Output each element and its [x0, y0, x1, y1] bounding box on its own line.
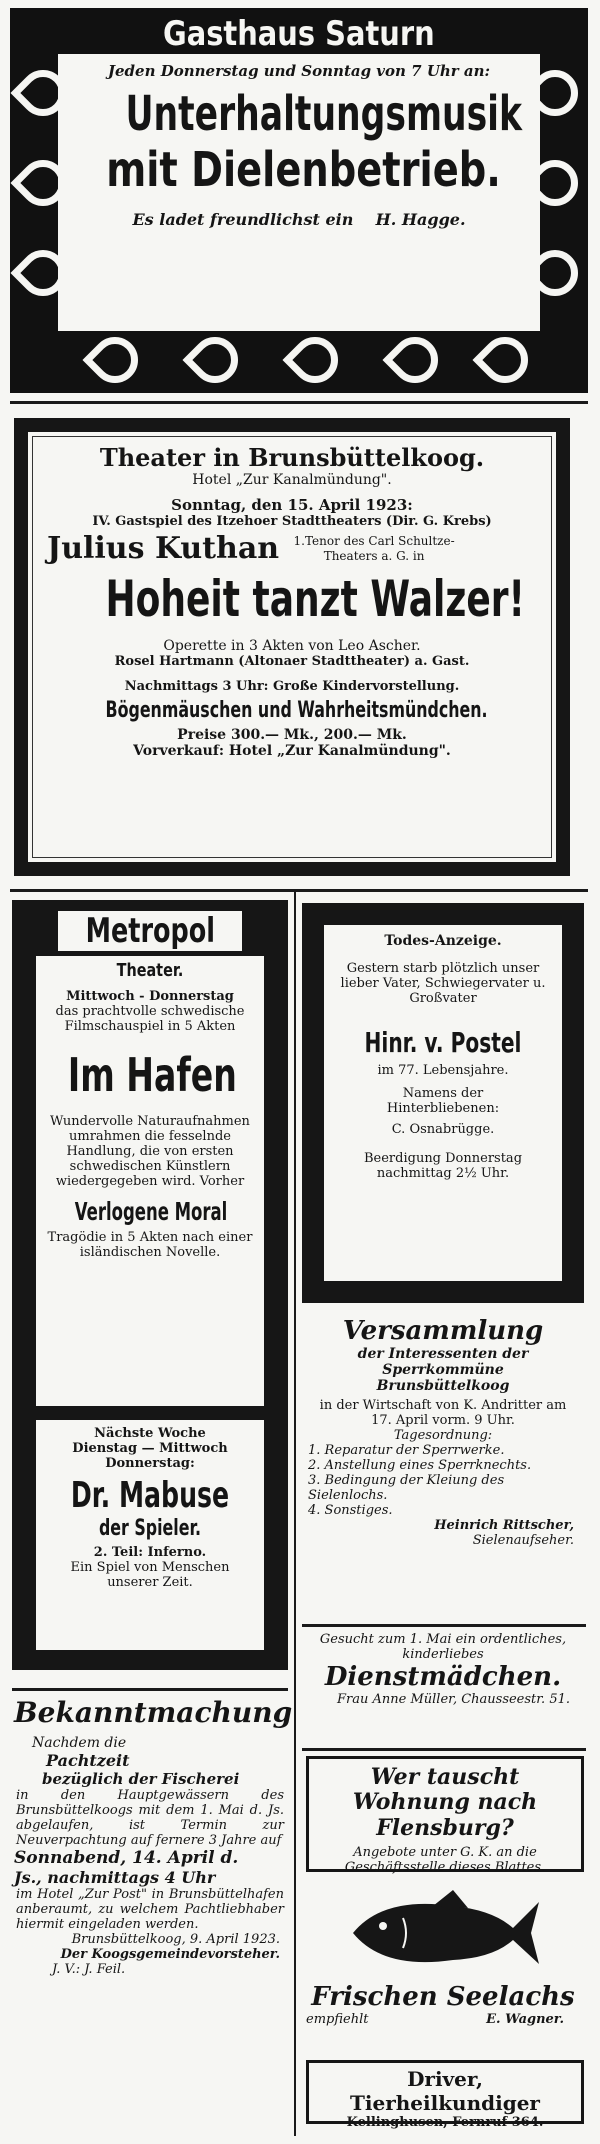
agenda-item: 4. Sonstiges. [308, 1503, 393, 1518]
theater-presale: Vorverkauf: Hotel „Zur Kanalmündung". [133, 743, 451, 759]
driver-ad [306, 2060, 584, 2130]
todes-heading: Todes-Anzeige. [384, 933, 502, 949]
bekannt-subject: bezüglich der Fischerei [42, 1770, 240, 1788]
saturn-invite: Es ladet freundlichst ein [132, 210, 354, 229]
todes-burial: Beerdigung Donnerstag nachmittag 2½ Uhr. [363, 1151, 523, 1181]
versammlung-signer: Heinrich Rittscher, [434, 1518, 574, 1533]
metropol-desc: das prachtvolle schwedische Filmschauspiel in 5 Akten [55, 1004, 245, 1034]
metropol-title: Metropol [85, 911, 215, 951]
todes-age: im 77. Lebensjahre. [377, 1063, 509, 1078]
fisch-recommends: empfiehlt [306, 2012, 369, 2027]
metropol-text2: Tragödie in 5 Akten nach einer isländischen Novelle. [47, 1230, 253, 1260]
metropol-next-days: Dienstag — Mittwoch Donnerstag: [72, 1441, 228, 1471]
todes-family: Namens der Hinterbliebenen: [386, 1086, 500, 1116]
versammlung-place: in der Wirtschaft von K. Andritter am 17. April vorm. 9 Uhr. [319, 1398, 567, 1428]
todes-signed: C. Osnabrügge. [391, 1122, 495, 1137]
gesucht-title: Dienstmädchen. [324, 1662, 562, 1692]
bekannt-pacht: Pachtzeit [46, 1751, 130, 1770]
theater-play: Hoheit tanzt Walzer! [105, 570, 525, 628]
saturn-line1: Unterhaltungsmusik [125, 86, 522, 142]
metropol-sub: Theater. [116, 960, 184, 981]
divider [302, 1624, 586, 1627]
metropol-next: Nächste Woche [94, 1426, 206, 1441]
metropol-tagline: Ein Spiel von Menschen unserer Zeit. [70, 1560, 230, 1590]
theater-title: Theater in Brunsbüttelkoog. [99, 443, 485, 472]
bekannt-title: Bekanntmachung [14, 1696, 293, 1729]
saturn-title: Gasthaus Saturn [163, 14, 435, 54]
ornament-swirl [472, 327, 537, 392]
theater-operetta: Operette in 3 Akten von Leo Ascher. [163, 638, 421, 654]
divider [10, 889, 588, 892]
metropol-part: 2. Teil: Inferno. [93, 1545, 207, 1560]
driver-name: Driver, Tierheilkundiger [350, 2067, 540, 2115]
versammlung-signer-role: Sielenaufseher. [472, 1533, 574, 1548]
theater-actor: Julius Kuthan [47, 531, 280, 566]
ornament-swirl [82, 327, 147, 392]
theater-ad [14, 418, 570, 876]
bekannt-office: Der Koogsgemeindevorsteher. [60, 1947, 280, 1962]
column-divider [294, 892, 296, 2136]
bekannt-date: Sonnabend, 14. April d. [14, 1848, 239, 1868]
bekannt-body: in den Hauptgewässern des Brunsbüttelkoogs mit dem 1. Mai d. Js. abgelaufen, ist Termin zur Neuverpachtung auf fernere 3 Jahre auf [16, 1788, 284, 1848]
metropol-film3b: der Spieler. [98, 1516, 202, 1541]
theater-guest: IV. Gastspiel des Itzehoer Stadttheaters (Dir. G. Krebs) [92, 514, 492, 529]
gesucht-ad [302, 1632, 584, 1742]
bekannt-body2: im Hotel „Zur Post" in Brunsbüttelhafen anberaumt, zu welchem Pachtliebhaber hiermit eingeladen werden. [16, 1887, 284, 1932]
ornament-swirl [382, 327, 447, 392]
divider [302, 1748, 586, 1751]
todes-name: Hinr. v. Postel [364, 1026, 522, 1059]
bekanntmachung-ad [12, 1696, 293, 2136]
theater-hotel: Hotel „Zur Kanalmündung". [192, 472, 392, 488]
agenda-item: 3. Bedingung der Kleiung des Sielenlochs. [308, 1473, 505, 1503]
metropol-text: Wundervolle Naturaufnahmen umrahmen die fesselnde Handlung, die von ersten schwedischen Künstlern wiedergegeben wird. Vorher [50, 1114, 250, 1189]
driver-place: Kellinghusen, Fernruf 364. [346, 2115, 544, 2130]
saturn-times: Jeden Donnerstag und Sonntag von 7 Uhr an: [107, 62, 491, 80]
theater-actor-note: 1.Tenor des Carl Schultze-Theaters a. G. in [293, 534, 455, 563]
metropol-days: Mittwoch - Donnerstag [66, 989, 234, 1004]
fisch-ad [302, 1878, 584, 2050]
bekannt-sig: J. V.: J. Feil. [52, 1962, 126, 1977]
metropol-film2: Verlogene Moral [74, 1197, 228, 1226]
fish-icon [343, 1888, 543, 1978]
versammlung-sub: der Interessenten der Sperrkommüne Brunsbüttelkoog [357, 1346, 529, 1394]
metropol-ad [12, 900, 288, 1670]
versammlung-title: Versammlung [342, 1316, 544, 1346]
gesucht-text: Gesucht zum 1. Mai ein ordentliches, kinderliebes [319, 1632, 567, 1662]
wohnung-title: Wer tauscht Wohnung nach Flensburg? [352, 1764, 538, 1841]
saturn-line2: mit Dielenbetrieb. [106, 142, 501, 198]
versammlung-agenda-title: Tagesordnung: [393, 1428, 493, 1443]
bekannt-date2: Js., nachmittags 4 Uhr [14, 1868, 216, 1887]
versammlung-ad [302, 1316, 584, 1616]
saturn-host: H. Hagge. [375, 210, 466, 229]
wohnung-text: Angebote unter G. K. an die Geschäftsstelle dieses Blattes. [344, 1844, 546, 1875]
bekannt-place-date: Brunsbüttelkoog, 9. April 1923. [71, 1932, 280, 1947]
fisch-seller: E. Wagner. [486, 2012, 564, 2027]
ornament-swirl [182, 327, 247, 392]
bekannt-intro: Nachdem die [32, 1735, 127, 1751]
todes-text: Gestern starb plötzlich unser lieber Vater, Schwiegervater u. Großvater [340, 961, 546, 1006]
theater-date: Sonntag, den 15. April 1923: [171, 496, 413, 514]
fisch-title: Frischen Seelachs [311, 1982, 575, 2012]
agenda-item: 2. Anstellung eines Sperrknechts. [308, 1458, 532, 1473]
ornament-swirl [282, 327, 347, 392]
metropol-film3: Dr. Mabuse [70, 1475, 230, 1516]
divider [12, 1688, 288, 1691]
gesucht-contact: Frau Anne Müller, Chausseestr. 51. [337, 1692, 570, 1707]
theater-afternoon: Nachmittags 3 Uhr: Große Kindervorstellung. [124, 679, 460, 694]
saturn-ad [10, 8, 588, 393]
agenda-item: 1. Reparatur der Sperrwerke. [308, 1443, 505, 1458]
theater-guest2: Rosel Hartmann (Altonaer Stadttheater) a. Gast. [114, 654, 470, 669]
theater-prices: Preise 300.— Mk., 200.— Mk. [177, 727, 407, 743]
metropol-film: Im Hafen [67, 1048, 237, 1102]
todes-anzeige [302, 903, 584, 1303]
wohnung-ad [306, 1756, 584, 1875]
theater-kids-play: Bögenmäuschen und Wahrheitsmündchen. [105, 698, 488, 723]
divider [10, 401, 588, 404]
